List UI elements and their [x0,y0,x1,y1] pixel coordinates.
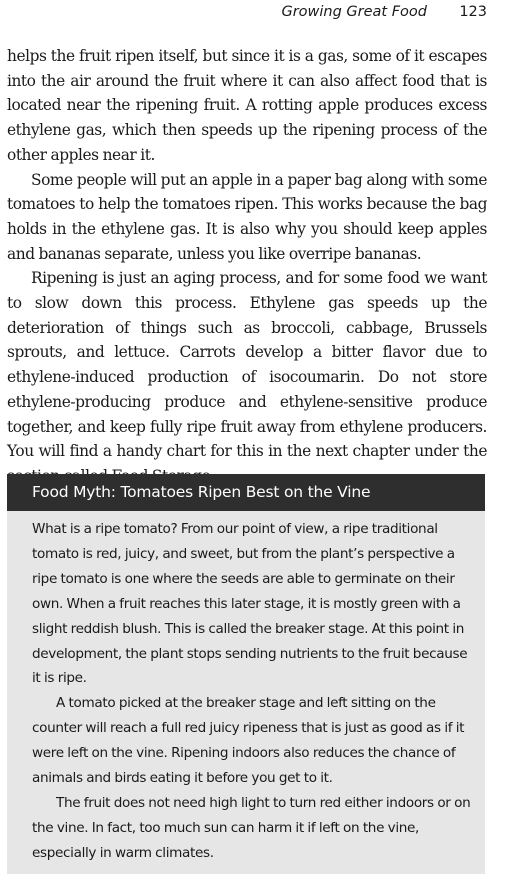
body-paragraph: Ripening is just an aging process, and for some food we want to slow down this process. Ethylene gas speeds up the deterioration of things such as broccoli, cabbage, Brussels sprouts, and lettuce. Carrots develop a bitter flavor due to ethylene-induced production of isocoumarin. Do not store ethylene-producing produce and ethylene-sensitive produce together, and keep fully ripe fruit away from ethylene producers. You will find a handy chart for this in the next chapter under the [7,269,487,461]
sidebar-paragraph: What is a ripe tomato? From our point of view, a ripe traditional tomato is red, juicy, and sweet, but from the plant’s perspective a ripe tomato is one where the seeds are able to germinate on their own. When a fruit reaches this later stage, it is mostly green with a slight reddish blush. This is called the breaker stage. At this point in development, the plant stops sending nutrients to the fruit because it is ripe. [32,521,468,687]
sidebar-title: Food Myth: Tomatoes Ripen Best on the Vine [7,474,485,511]
running-title: Growing Great Food [281,4,427,20]
body-paragraph: helps the fruit ripen itself, but since it is a gas, some of it escapes into the air around the fruit where it can also affect food that is located near the ripening fruit. A rotting apple produces excess ethylene gas, which then speeds up the ripening process of the other apples near it. [7,47,487,164]
running-header [0,4,487,26]
body-paragraph: Some people will put an apple in a paper bag along with some tomatoes to help the tomatoes ripen. This works because the bag holds in the ethylene gas. It is also why you should keep apples and bananas separate, unless you like overripe bananas. [7,170,487,263]
main-text [7,44,487,489]
food-myth-sidebar [7,474,485,874]
sidebar-body [7,511,485,866]
sidebar-paragraph: The fruit does not need high light to turn red either indoors or on the vine. In fact, too much sun can harm it if left on the vine, especially in warm climates. [32,794,471,861]
page-number: 123 [459,4,487,20]
sidebar-paragraph: A tomato picked at the breaker stage and left sitting on the counter will reach a full red juicy ripeness that is just as good as if it were left on the vine. Ripening indoors also reduces the chance of animals and birds eating it before you get to it. [32,695,465,787]
